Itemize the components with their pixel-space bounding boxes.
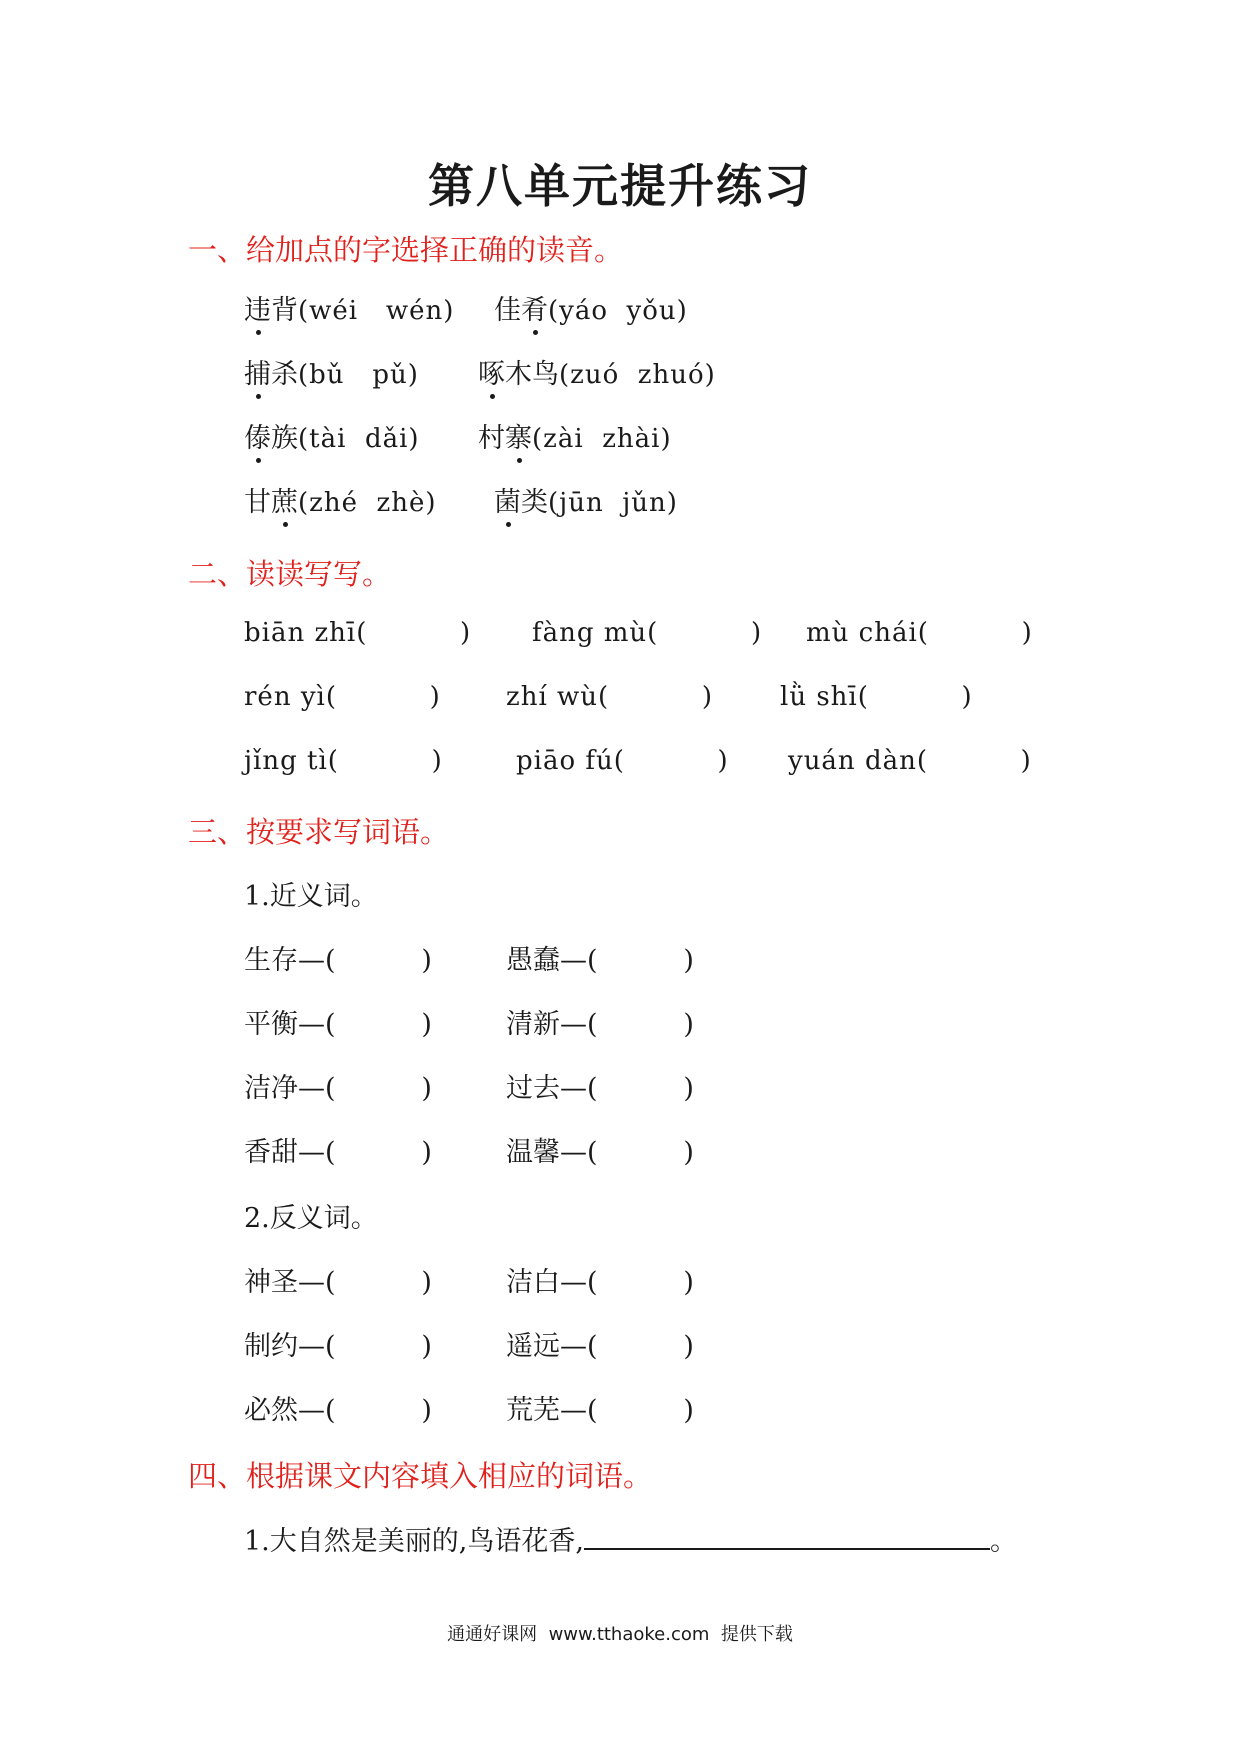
synonym-item: 平衡—( ) bbox=[244, 1009, 432, 1040]
answer-blank[interactable] bbox=[584, 1518, 990, 1550]
synonym-item: 洁净—( ) bbox=[244, 1073, 432, 1104]
antonym-item: 必然—( ) bbox=[244, 1395, 432, 1426]
reading-options: (wéi wén) bbox=[298, 296, 455, 326]
reading-item: 佳肴(yáo yǒu) bbox=[494, 288, 688, 327]
dotted-char: 蔗 bbox=[271, 480, 298, 519]
section-4-heading: 四、根据课文内容填入相应的词语。 bbox=[188, 1459, 653, 1493]
reading-item: 啄木鸟(zuó zhuó) bbox=[478, 352, 716, 391]
pinyin-blank: jǐng tì( ) bbox=[244, 746, 443, 776]
synonym-item: 香甜—( ) bbox=[244, 1137, 432, 1168]
synonym-item: 清新—( ) bbox=[506, 1009, 694, 1040]
pinyin-blank: piāo fú( ) bbox=[516, 746, 729, 776]
dotted-char: 寨 bbox=[505, 416, 532, 455]
antonym-item: 荒芜—( ) bbox=[506, 1395, 694, 1426]
pinyin-blank: biān zhī( ) bbox=[244, 618, 472, 648]
dotted-char: 捕 bbox=[244, 352, 271, 391]
antonym-item: 遥远—( ) bbox=[506, 1331, 694, 1362]
section-2-heading: 二、读读写写。 bbox=[188, 557, 392, 591]
reading-options: (zhé zhè) bbox=[298, 488, 437, 518]
fill-in-question bbox=[244, 1518, 1017, 1558]
reading-item: 捕杀(bǔ pǔ) bbox=[244, 352, 419, 391]
reading-item: 村寨(zài zhài) bbox=[478, 416, 672, 455]
page-title: 第八单元提升练习 bbox=[428, 159, 812, 213]
section-1-heading: 一、给加点的字选择正确的读音。 bbox=[188, 233, 624, 267]
dotted-char: 啄 bbox=[478, 352, 505, 391]
reading-options: (zài zhài) bbox=[532, 424, 672, 454]
reading-options: (jūn jǔn) bbox=[548, 488, 678, 518]
reading-options: (zuó zhuó) bbox=[559, 360, 716, 390]
synonym-item: 过去—( ) bbox=[506, 1073, 694, 1104]
reading-options: (yáo yǒu) bbox=[548, 296, 688, 326]
pinyin-blank: yuán dàn( ) bbox=[788, 746, 1032, 776]
reading-options: (tài dǎi) bbox=[298, 424, 420, 454]
reading-item: 违背(wéi wén) bbox=[244, 288, 454, 327]
synonym-item: 生存—( ) bbox=[244, 945, 432, 976]
synonym-item: 温馨—( ) bbox=[506, 1137, 694, 1168]
section-3-heading: 三、按要求写词语。 bbox=[188, 815, 450, 849]
dotted-char: 菌 bbox=[494, 480, 521, 519]
pinyin-blank: zhí wù( ) bbox=[506, 682, 713, 712]
pinyin-blank: rén yì( ) bbox=[244, 682, 441, 712]
synonym-item: 愚蠢—( ) bbox=[506, 945, 694, 976]
antonym-item: 神圣—( ) bbox=[244, 1267, 432, 1298]
dotted-char: 肴 bbox=[521, 288, 548, 327]
dotted-char: 违 bbox=[244, 288, 271, 327]
antonym-item: 制约—( ) bbox=[244, 1331, 432, 1362]
reading-item: 傣族(tài dǎi) bbox=[244, 416, 420, 455]
dotted-char: 傣 bbox=[244, 416, 271, 455]
pinyin-blank: lǜ shī( ) bbox=[780, 682, 973, 712]
pinyin-blank: mù chái( ) bbox=[806, 618, 1033, 648]
reading-options: (bǔ pǔ) bbox=[298, 360, 419, 390]
antonym-item: 洁白—( ) bbox=[506, 1267, 694, 1298]
reading-item: 菌类(jūn jǔn) bbox=[494, 480, 678, 519]
pinyin-blank: fàng mù( ) bbox=[532, 618, 763, 648]
question-end: 。 bbox=[989, 1526, 1017, 1557]
synonym-subheading: 1.近义词。 bbox=[244, 881, 378, 912]
reading-item: 甘蔗(zhé zhè) bbox=[244, 480, 436, 519]
question-text: 1.大自然是美丽的,鸟语花香, bbox=[244, 1526, 584, 1557]
antonym-subheading: 2.反义词。 bbox=[244, 1203, 378, 1234]
page-footer: 通通好课网 www.tthaoke.com 提供下载 bbox=[447, 1624, 793, 1645]
